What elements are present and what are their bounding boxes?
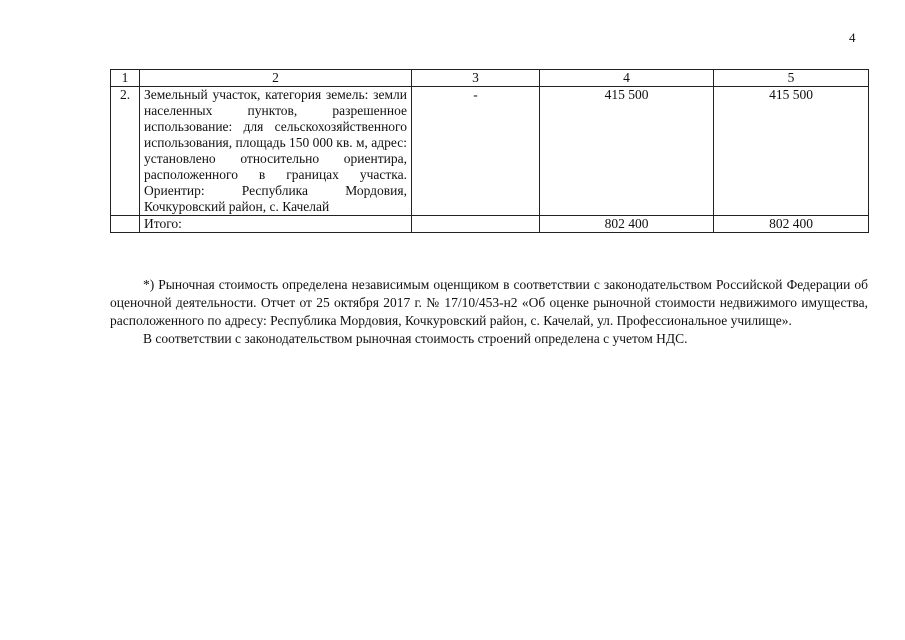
page-number: 4 — [849, 30, 856, 45]
header-cell-4: 4 — [540, 70, 714, 87]
table-header-row — [111, 70, 869, 87]
row-col4-value: 415 500 — [540, 87, 714, 216]
header-cell-1: 1 — [111, 70, 140, 87]
header-cell-5: 5 — [714, 70, 869, 87]
total-col4-value: 802 400 — [540, 216, 714, 233]
row-number: 2. — [111, 87, 140, 216]
header-cell-2: 2 — [140, 70, 412, 87]
total-label: Итого: — [140, 216, 412, 233]
row-description: Земельный участок, категория земель: земли населенных пунктов, разрешенное использование: для сельскохозяйственного использования, площадь 150 000 кв. м, адрес: установлено относительно ориентира, расположенного в границах участка. Ориентир: Республика Мордовия, Кочкуровский район, с. Качелай — [140, 87, 412, 216]
valuation-table — [110, 69, 869, 233]
notes-section — [110, 276, 868, 348]
footnote-paragraph: *) Рыночная стоимость определена независимым оценщиком в соответствии с законодательством Российской Федерации об оценочной деятельности. Отчет от 25 октября 2017 г. № 17/10/453-н2 «Об оценке рыночной стоимости недвижимого имущества, расположенного по адресу: Республика Мордовия, Кочкуровский район, с. Качелай, ул. Профессиональное училище». — [110, 277, 868, 328]
row-col5-value: 415 500 — [714, 87, 869, 216]
vat-note-paragraph: В соответствии с законодательством рыночная стоимость строений определена с учетом НДС. — [143, 331, 688, 346]
total-col5-value: 802 400 — [714, 216, 869, 233]
total-col3-empty — [412, 216, 540, 233]
header-cell-3: 3 — [412, 70, 540, 87]
row-col3-value: - — [412, 87, 540, 216]
total-row — [111, 216, 869, 233]
total-empty-cell — [111, 216, 140, 233]
table-row — [111, 87, 869, 216]
